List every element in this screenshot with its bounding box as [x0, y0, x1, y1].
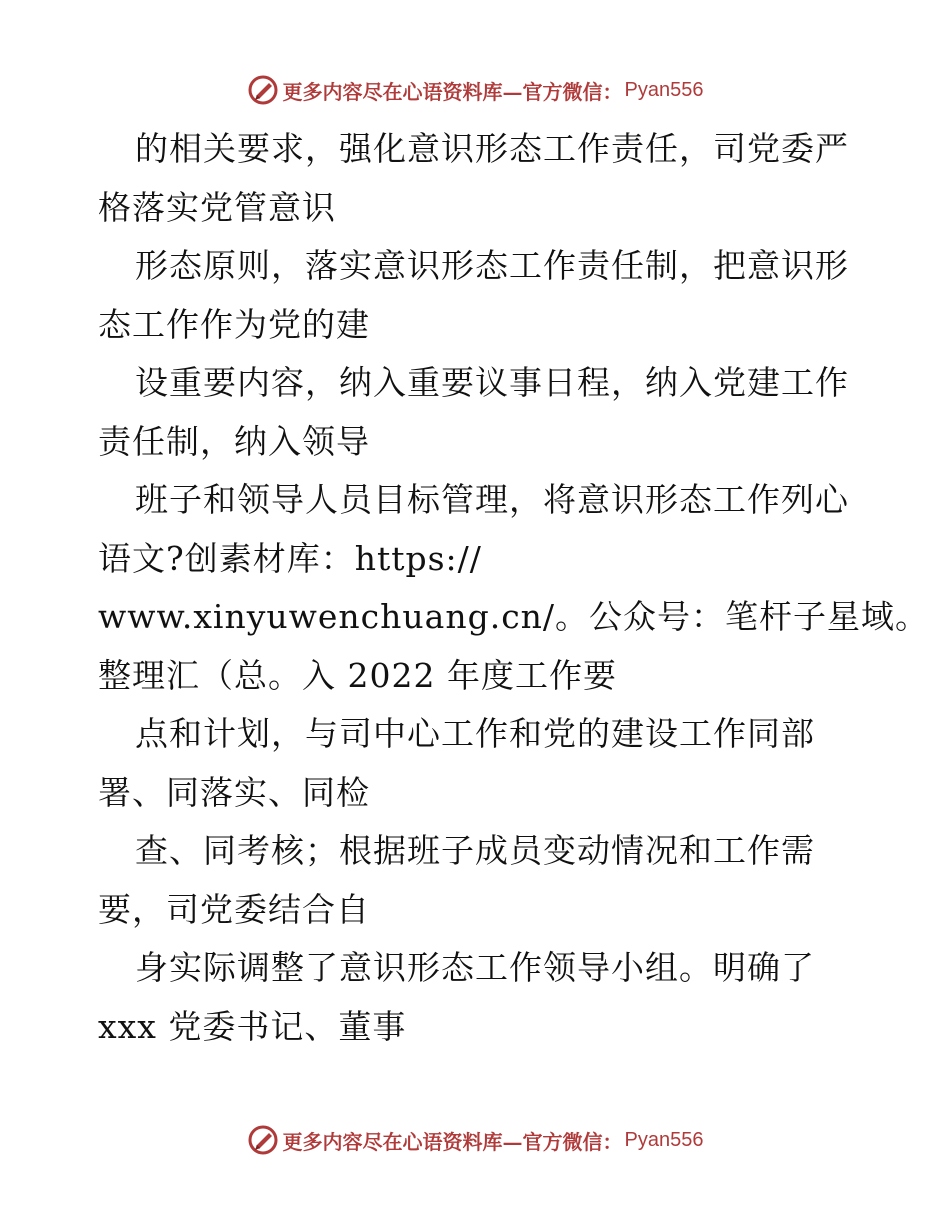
text-line: 查、同考核；根据班子成员变动情况和工作需 — [135, 831, 815, 870]
text-line: 设重要内容，纳入重要议事日程，纳入党建工作 — [135, 363, 849, 402]
header-banner-text: 更多内容尽在心语资料库—官方微信： — [282, 79, 623, 104]
document-body — [98, 120, 930, 1056]
text-line: 责任制，纳入领导 — [98, 421, 370, 461]
footer-banner-wechat-id: Pyan556 — [624, 1128, 704, 1151]
text-line: 形态原则，落实意识形态工作责任制，把意识形 — [135, 246, 849, 285]
brush-logo-icon — [247, 1124, 279, 1156]
text-line: 整理汇（总。入 2022 年度工作要 — [98, 655, 617, 695]
text-line: 态工作作为党的建 — [98, 304, 370, 344]
text-line: 点和计划，与司中心工作和党的建设工作同部 — [135, 714, 815, 753]
text-line: 要，司党委结合自 — [98, 889, 370, 929]
text-line: xxx 党委书记、董事 — [98, 1006, 407, 1046]
text-line: 的相关要求，强化意识形态工作责任，司党委严 — [135, 129, 849, 168]
text-line: www.xinyuwenchuang.cn/。公众号：笔杆子星域。 — [98, 597, 930, 636]
text-line: 语文?创素材库：https:// — [98, 538, 482, 578]
text-line: 格落实党管意识 — [98, 187, 336, 227]
header-banner-wechat-id: Pyan556 — [624, 78, 704, 101]
header-banner — [0, 70, 950, 110]
brush-logo-icon — [247, 74, 279, 106]
footer-banner-text: 更多内容尽在心语资料库—官方微信： — [282, 1129, 623, 1154]
footer-banner — [0, 1120, 950, 1160]
text-line: 身实际调整了意识形态工作领导小组。明确了 — [135, 948, 815, 987]
text-line: 班子和领导人员目标管理，将意识形态工作列心 — [135, 480, 849, 519]
text-line: 署、同落实、同检 — [98, 772, 370, 812]
